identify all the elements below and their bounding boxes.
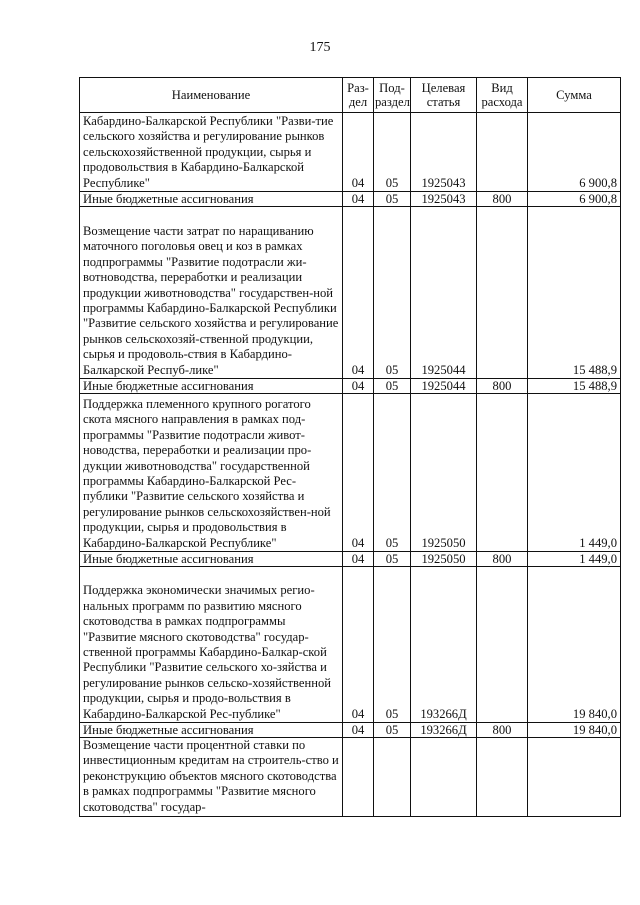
row-type: 800 <box>477 552 528 567</box>
row-subsection: 05 <box>374 552 411 567</box>
row-type: 800 <box>477 379 528 394</box>
header-subsection: Под- раздел <box>374 78 411 113</box>
row-target: 193266Д <box>411 567 477 723</box>
row-subsection: 05 <box>374 567 411 723</box>
row-type: 800 <box>477 723 528 738</box>
row-subsection <box>374 738 411 817</box>
row-subsection: 05 <box>374 113 411 192</box>
table-row <box>80 723 621 738</box>
header-sum: Сумма <box>528 78 621 113</box>
row-type <box>477 394 528 552</box>
row-type <box>477 113 528 192</box>
row-section: 04 <box>343 113 374 192</box>
row-name: Иные бюджетные ассигнования <box>80 379 343 394</box>
page-number: 175 <box>309 40 331 55</box>
row-section: 04 <box>343 207 374 379</box>
row-section: 04 <box>343 567 374 723</box>
table-row <box>80 394 621 552</box>
row-section <box>343 738 374 817</box>
row-name: Кабардино-Балкарской Республики "Разви-тие сельского хозяйства и регулирование рынков сельскохозяйственной продукции, сырья и продовольствия в Кабардино-Балкарской Республике" <box>80 113 343 192</box>
row-target: 1925044 <box>411 379 477 394</box>
row-subsection: 05 <box>374 379 411 394</box>
header-section: Раз- дел <box>343 78 374 113</box>
row-sum: 19 840,0 <box>528 723 621 738</box>
row-sum: 15 488,9 <box>528 207 621 379</box>
row-type: 800 <box>477 192 528 207</box>
row-target: 1925044 <box>411 207 477 379</box>
row-sum: 6 900,8 <box>528 113 621 192</box>
row-name: Иные бюджетные ассигнования <box>80 192 343 207</box>
budget-table <box>79 77 621 817</box>
row-section: 04 <box>343 379 374 394</box>
row-sum: 15 488,9 <box>528 379 621 394</box>
header-type: Вид расхода <box>477 78 528 113</box>
table-row <box>80 113 621 192</box>
row-type <box>477 567 528 723</box>
row-subsection: 05 <box>374 394 411 552</box>
header-target: Целевая статья <box>411 78 477 113</box>
row-name: Иные бюджетные ассигнования <box>80 552 343 567</box>
row-sum: 1 449,0 <box>528 552 621 567</box>
row-subsection: 05 <box>374 207 411 379</box>
row-section: 04 <box>343 192 374 207</box>
table-row <box>80 192 621 207</box>
row-section: 04 <box>343 723 374 738</box>
row-type <box>477 207 528 379</box>
row-sum: 6 900,8 <box>528 192 621 207</box>
table-row <box>80 379 621 394</box>
table-row <box>80 552 621 567</box>
row-name: Поддержка экономически значимых регио-нальных программ по развитию мясного скотоводства в рамках подпрограммы "Развитие мясного скотоводства" государ-ственной программы Кабардино-Балкар-ской Республики "Развитие сельского хо-зяйства и регулирование рынков сельско-хозяйственной продукции, сырья и продо-вольствия в Кабардино-Балкарской Рес-публике" <box>80 567 343 723</box>
row-type <box>477 738 528 817</box>
table-row <box>80 207 621 379</box>
row-sum: 19 840,0 <box>528 567 621 723</box>
row-section: 04 <box>343 552 374 567</box>
row-name: Возмещение части затрат по наращиванию маточного поголовья овец и коз в рамках подпрограммы "Развитие подотрасли жи-вотноводства, переработки и реализации продукции животноводства" государствен-ной программы Кабардино-Балкарской Республики "Развитие сельского хозяйства и регулирование рынков сельскохозяй-ственной продукции, сырья и продоволь-ствия в Кабардино-Балкарской Респуб-лике" <box>80 207 343 379</box>
row-target: 1925043 <box>411 113 477 192</box>
row-target: 1925043 <box>411 192 477 207</box>
row-target: 1925050 <box>411 394 477 552</box>
table-row <box>80 738 621 817</box>
row-target: 193266Д <box>411 723 477 738</box>
table-header-row <box>80 78 621 113</box>
row-subsection: 05 <box>374 192 411 207</box>
row-subsection: 05 <box>374 723 411 738</box>
row-target <box>411 738 477 817</box>
table-row <box>80 567 621 723</box>
row-sum: 1 449,0 <box>528 394 621 552</box>
row-name: Поддержка племенного крупного рогатого скота мясного направления в рамках под-программы "Развитие подотрасли живот-новодства, переработки и реализации про-дукции животноводства" государственной программы Кабардино-Балкарской Рес-публики "Развитие сельского хозяйства и регулирование рынков сельскохозяйствен-ной продукции, сырья и продовольствия в Кабардино-Балкарской Республике" <box>80 394 343 552</box>
row-target: 1925050 <box>411 552 477 567</box>
header-name: Наименование <box>80 78 343 113</box>
row-name: Возмещение части процентной ставки по инвестиционным кредитам на строитель-ство и реконструкцию объектов мясного скотоводства в рамках подпрограммы "Развитие мясного скотоводства" государ- <box>80 738 343 817</box>
row-section: 04 <box>343 394 374 552</box>
row-name: Иные бюджетные ассигнования <box>80 723 343 738</box>
row-sum <box>528 738 621 817</box>
